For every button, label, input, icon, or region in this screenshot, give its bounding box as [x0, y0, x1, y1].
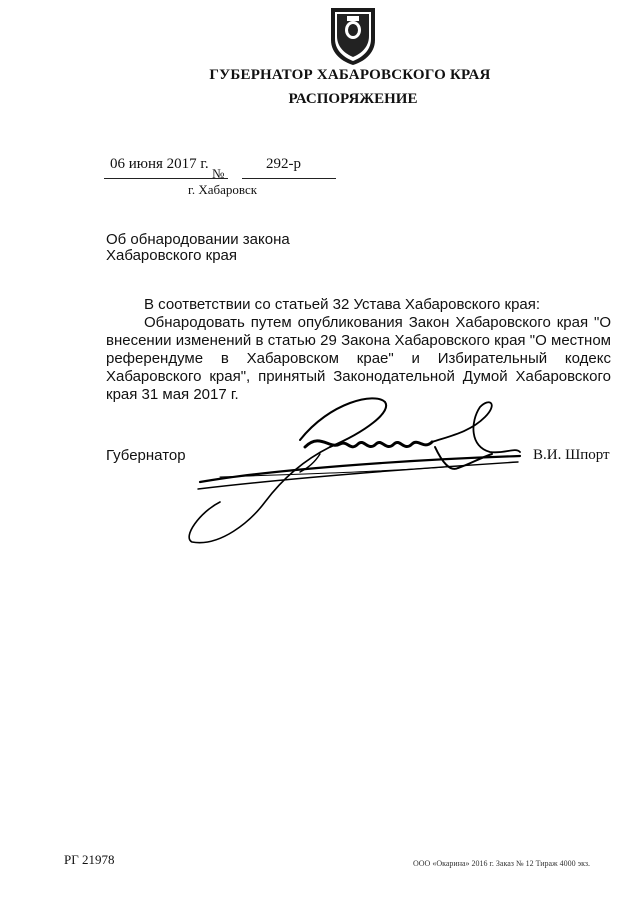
handwritten-signature [180, 392, 525, 552]
printer-imprint: ООО «Окарина» 2016 г. Заказ № 12 Тираж 4000 экз. [413, 859, 591, 868]
signatory-name: В.И. Шпорт [533, 447, 610, 463]
document-subject [106, 232, 290, 264]
body-paragraph-2: Обнародовать путем опубликования Закон Хабаровского края "О внесении изменений в статью 29 Закона Хабаровского края "О местном референдуме в Хабаровском крае" и Избирательный кодекс Хабаровского края", принятый Законодательной Думой Хабаровского края 31 мая 2017 г. [106, 314, 611, 403]
document-type: РАСПОРЯЖЕНИЕ [288, 91, 418, 107]
document-number: 292-р [266, 156, 301, 172]
coat-of-arms-emblem [327, 6, 379, 66]
date-underline [104, 178, 228, 179]
number-underline [242, 178, 336, 179]
number-sign: № [212, 166, 225, 181]
subject-line-1: Об обнародовании закона [106, 231, 290, 248]
document-city: г. Хабаровск [188, 182, 258, 197]
issuer-title: ГУБЕРНАТОР ХАБАРОВСКОГО КРАЯ [209, 67, 491, 83]
document-date: 06 июня 2017 г. [110, 156, 209, 172]
signatory-position: Губернатор [106, 447, 186, 464]
body-paragraph-1: В соответствии со статьей 32 Устава Хабаровского края: [144, 296, 541, 313]
subject-line-2: Хабаровского края [106, 247, 238, 264]
registration-number: РГ 21978 [64, 852, 115, 867]
